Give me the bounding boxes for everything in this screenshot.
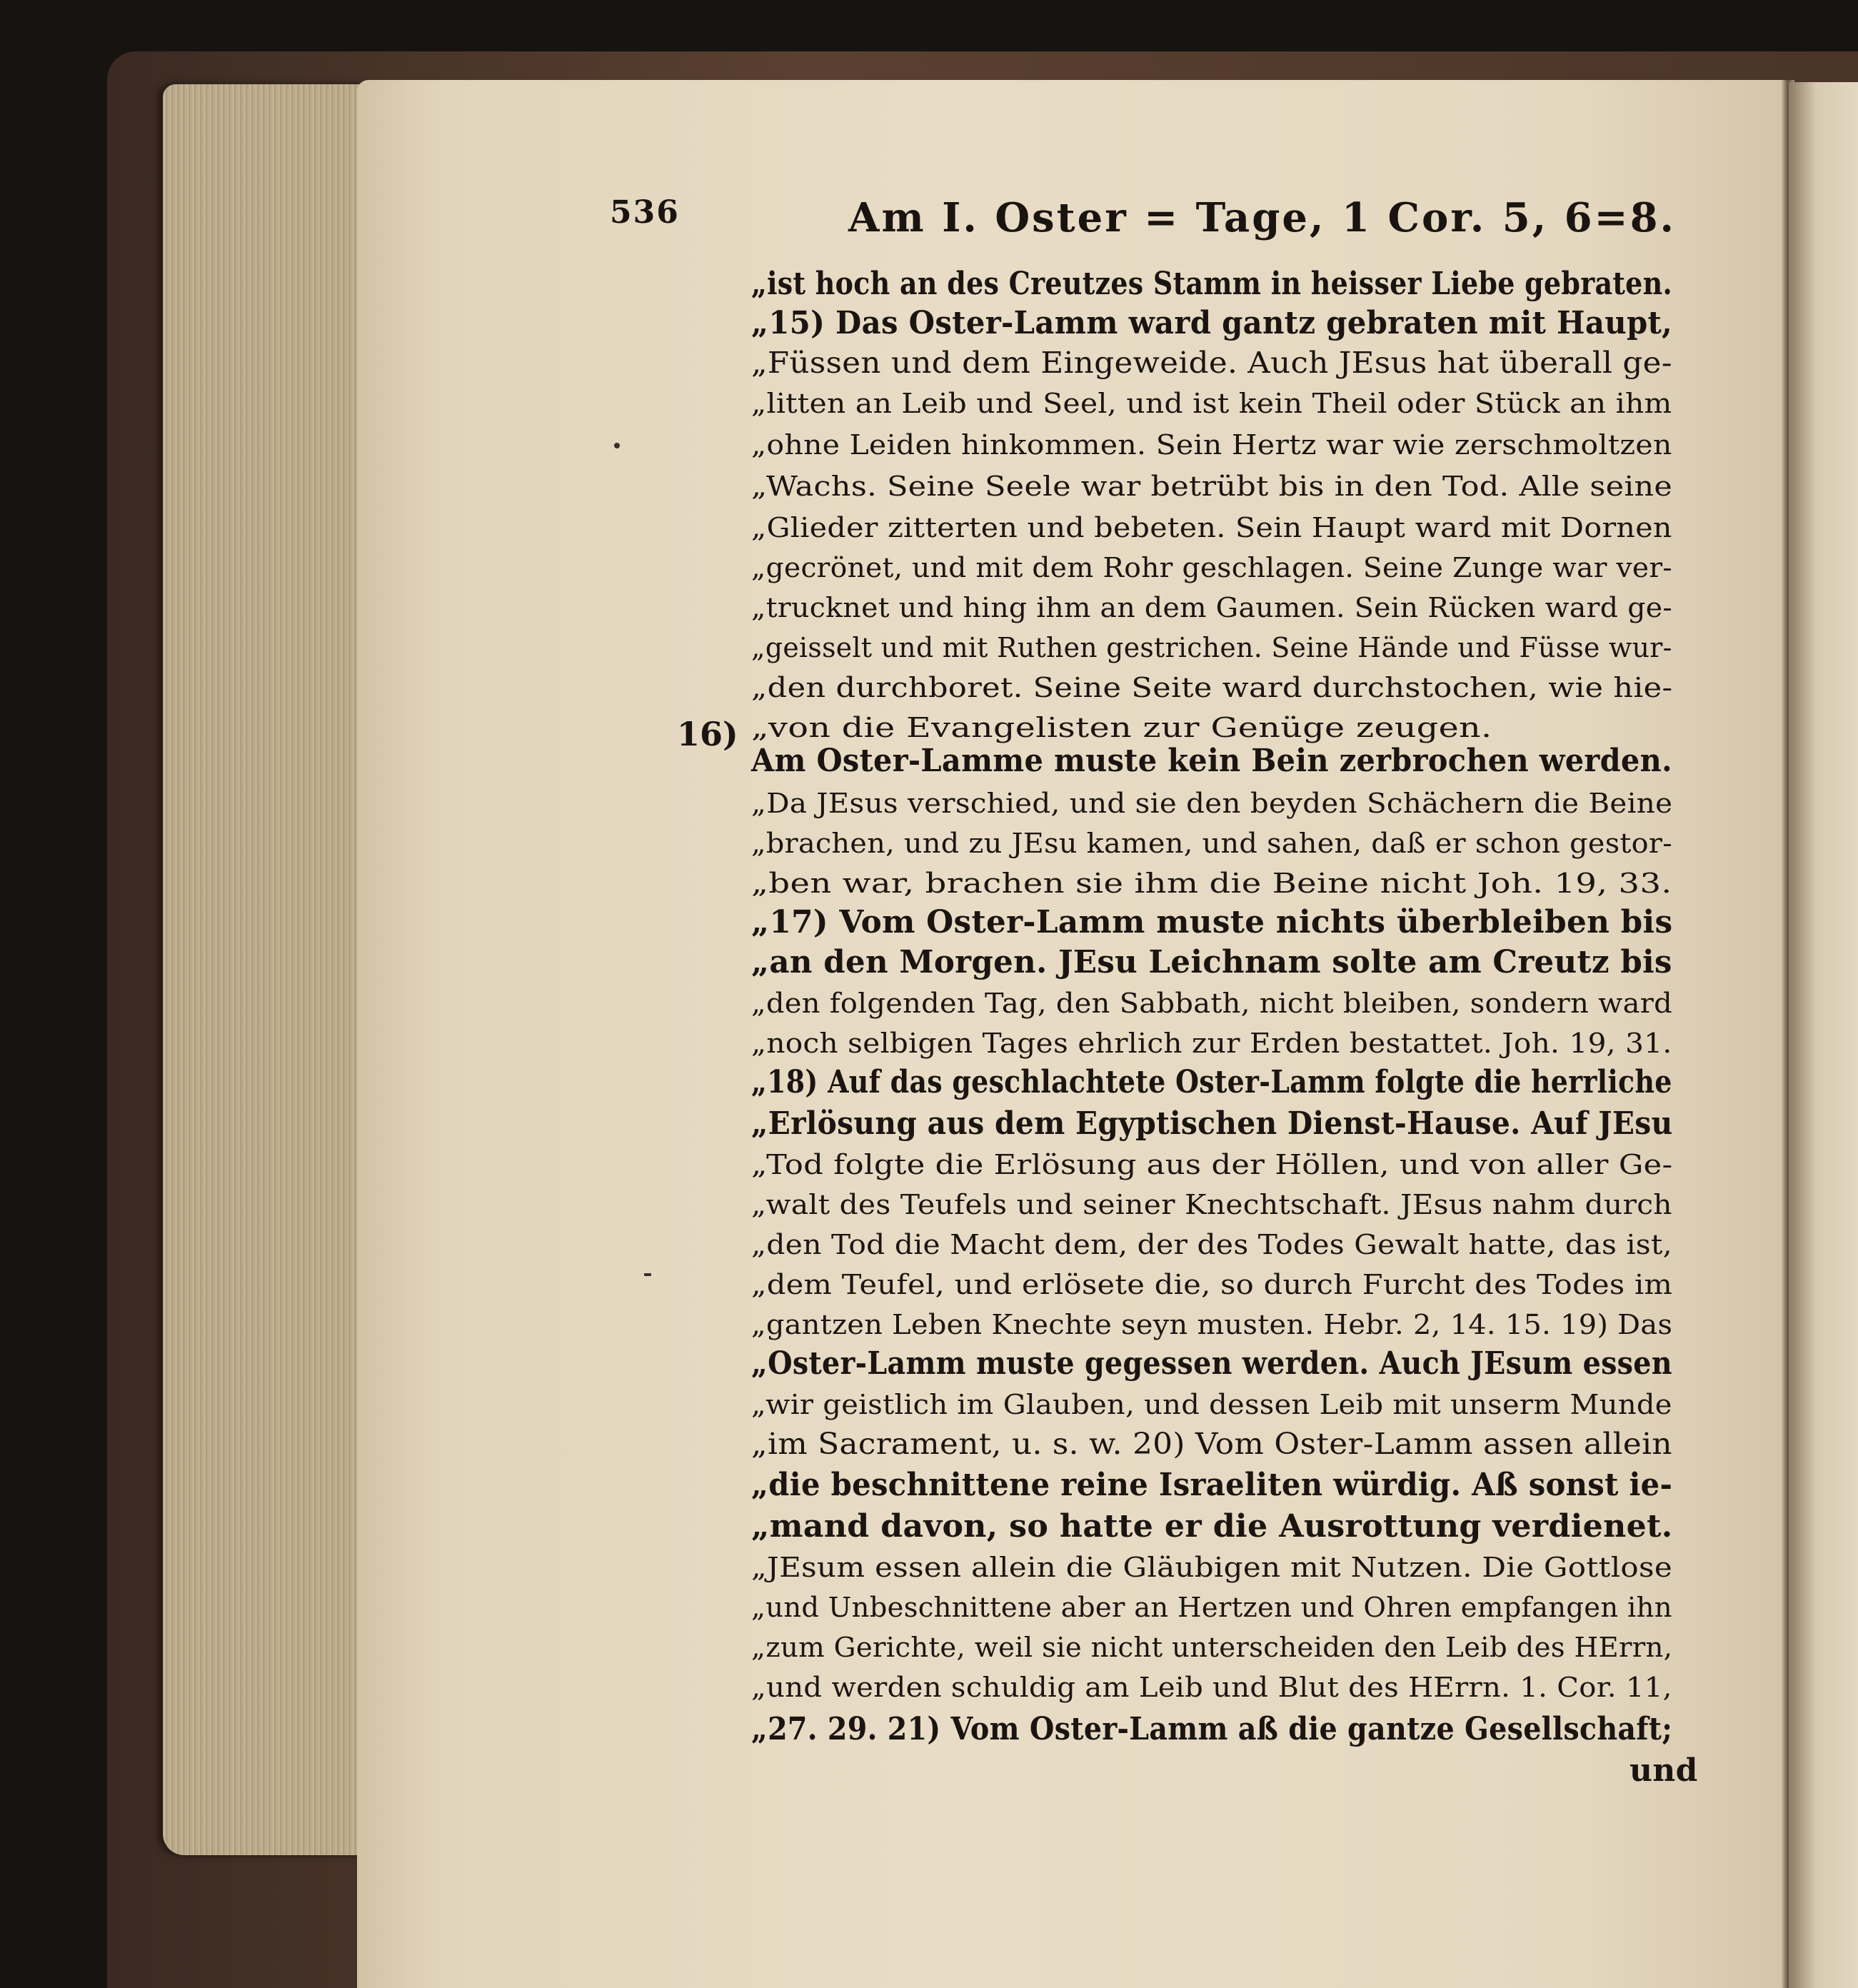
text-line: Am Oster-Lamme muste kein Bein zerbrochen werden. [751, 743, 1672, 779]
catchword: und [1629, 1752, 1698, 1789]
text-line: „gecrönet, und mit dem Rohr geschlagen. Seine Zunge war ver- [751, 552, 1672, 583]
page-edges [163, 84, 377, 1855]
text-line: „walt des Teufels und seiner Knechtschaft. JEsus nahm durch [751, 1189, 1672, 1220]
text-line: „27. 29. 21) Vom Oster-Lamm aß die gantze Gesellschaft; [751, 1711, 1673, 1747]
marginal-number: 16) [677, 715, 738, 753]
text-line: „ohne Leiden hinkommen. Sein Hertz war wie zerschmoltzen [751, 429, 1672, 461]
text-line: „im Sacrament, u. s. w. 20) Vom Oster-Lamm assen allein [751, 1427, 1672, 1461]
text-line: „17) Vom Oster-Lamm muste nichts überbleiben bis [751, 904, 1673, 940]
text-line: „und Unbeschnittene aber an Hertzen und Ohren empfangen ihn [751, 1592, 1672, 1623]
text-line: „mand davon, so hatte er die Ausrottung verdienet. [751, 1508, 1673, 1545]
text-line: „von die Evangelisten zur Genüge zeugen. [751, 712, 1492, 743]
text-line: „brachen, und zu JEsu kamen, und sahen, daß er schon gestor- [751, 828, 1672, 859]
text-line: „geisselt und mit Ruthen gestrichen. Seine Hände und Füsse wur- [751, 632, 1672, 663]
text-line: „Füssen und dem Eingeweide. Auch JEsus hat überall ge- [751, 346, 1672, 380]
text-line: „ist hoch an des Creutzes Stamm in heisser Liebe gebraten. [751, 266, 1672, 302]
text-line: „trucknet und hing ihm an dem Gaumen. Sein Rücken ward ge- [751, 592, 1673, 623]
margin-mark [644, 1273, 651, 1276]
text-line: „ben war, brachen sie ihm die Beine nicht Joh. 19, 33. [751, 868, 1672, 899]
text-line: „zum Gerichte, weil sie nicht unterscheiden den Leib des HErrn, [751, 1632, 1673, 1663]
text-line: „und werden schuldig am Leib und Blut des HErrn. 1. Cor. 11, [751, 1672, 1672, 1703]
text-line: „litten an Leib und Seel, und ist kein Theil oder Stück an ihm [751, 388, 1672, 419]
text-line: „Tod folgte die Erlösung aus der Höllen, und von aller Ge- [751, 1149, 1673, 1180]
text-line: „18) Auf das geschlachtete Oster-Lamm folgte die herrliche [751, 1064, 1672, 1100]
facing-page-edge [1789, 82, 1858, 1988]
text-line: „wir geistlich im Glauben, und dessen Leib mit unserm Munde [751, 1389, 1672, 1420]
margin-mark [614, 443, 620, 448]
text-line: „Oster-Lamm muste gegessen werden. Auch JEsum essen [751, 1345, 1672, 1382]
text-line: „an den Morgen. JEsu Leichnam solte am Creutz bis [751, 944, 1672, 980]
text-line: „Wachs. Seine Seele war betrübt bis in den Tod. Alle seine [751, 471, 1673, 502]
text-line: „den Tod die Macht dem, der des Todes Gewalt hatte, das ist, [751, 1229, 1672, 1260]
running-head: Am I. Oster = Tage, 1 Cor. 5, 6=8. [848, 194, 1677, 241]
text-line: „Erlösung aus dem Egyptischen Dienst-Hause. Auf JEsu [751, 1105, 1673, 1142]
text-line: „gantzen Leben Knechte seyn musten. Hebr. 2, 14. 15. 19) Das [751, 1309, 1673, 1340]
text-line: „den folgenden Tag, den Sabbath, nicht bleiben, sondern ward [751, 988, 1672, 1019]
page-number: 536 [610, 194, 680, 231]
text-line: „Da JEsus verschied, und sie den beyden Schächern die Beine [751, 788, 1673, 819]
text-line: „Glieder zitterten und bebeten. Sein Haupt ward mit Dornen [751, 512, 1672, 543]
text-line: „JEsum essen allein die Gläubigen mit Nutzen. Die Gottlose [751, 1552, 1673, 1583]
text-line: „die beschnittene reine Israeliten würdig. Aß sonst ie- [751, 1467, 1673, 1503]
text-line: „noch selbigen Tages ehrlich zur Erden bestattet. Joh. 19, 31. [751, 1028, 1672, 1059]
text-line: „den durchboret. Seine Seite ward durchstochen, wie hie- [751, 672, 1673, 703]
text-line: „dem Teufel, und erlösete die, so durch Furcht des Todes im [751, 1269, 1673, 1300]
text-line: „15) Das Oster-Lamm ward gantz gebraten mit Haupt, [751, 305, 1672, 341]
